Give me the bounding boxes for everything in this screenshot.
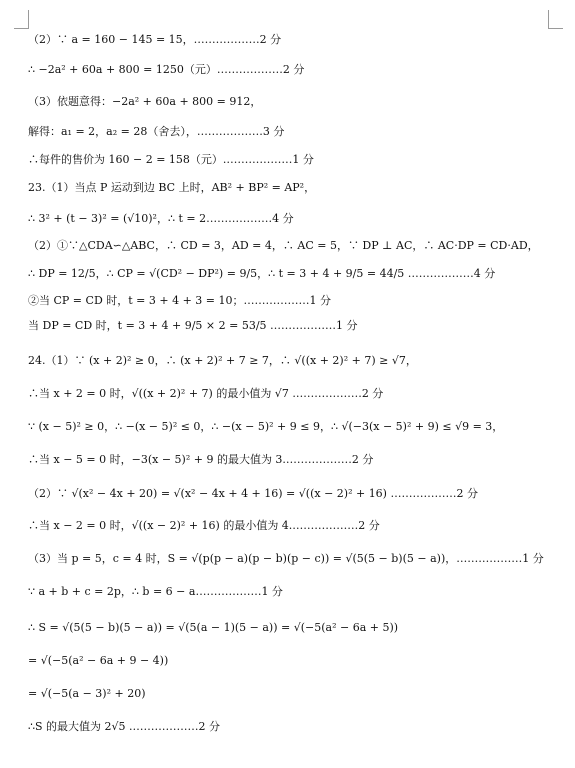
solution-line: ∴当 x − 2 = 0 时，√((x − 2)² + 16) 的最小值为 4.………………2 分	[28, 519, 380, 532]
solution-line: ∴当 x − 5 = 0 时，−3(x − 5)² + 9 的最大值为 3.………………2 分	[28, 453, 374, 466]
solution-line: = √(−5(a − 3)² + 20)	[28, 687, 146, 700]
page-corner-mark-left	[14, 10, 29, 29]
solution-line: 24.（1）∵ (x + 2)² ≥ 0，∴ (x + 2)² + 7 ≥ 7，∴ √((x + 2)² + 7) ≥ √7，	[28, 354, 417, 367]
solution-line: ∴ −2a² + 60a + 800 = 1250（元）………………2 分	[28, 63, 305, 76]
solution-line: （2）①∵△CDA∽△ABC，∴ CD = 3，AD = 4，∴ AC = 5，∵ DP ⊥ AC，∴ AC·DP = CD·AD，	[28, 239, 539, 252]
solution-line: ∵ a + b + c = 2p，∴ b = 6 − a………………1 分	[28, 585, 283, 598]
solution-line: （3）当 p = 5，c = 4 时，S = √(p(p − a)(p − b)(p − c)) = √(5(5 − b)(5 − a))，………………1 分	[28, 552, 544, 565]
solution-line: ∵ (x − 5)² ≥ 0，∴ −(x − 5)² ≤ 0，∴ −(x − 5)² + 9 ≤ 9，∴ √(−3(x − 5)² + 9) ≤ √9 = 3，	[28, 420, 504, 433]
solution-line: ∴S 的最大值为 2√5 .………………2 分	[28, 720, 221, 733]
solution-line: = √(−5(a² − 6a + 9 − 4))	[28, 654, 169, 667]
solution-line: 解得：a₁ = 2，a₂ = 28（舍去），………………3 分	[28, 125, 285, 138]
solution-line: （2）∵ √(x² − 4x + 20) = √(x² − 4x + 4 + 16) = √((x − 2)² + 16) ………………2 分	[28, 487, 478, 500]
solution-line: ②当 CP = CD 时，t = 3 + 4 + 3 = 10；………………1 分	[28, 294, 332, 307]
solution-line: 当 DP = CD 时，t = 3 + 4 + 9/5 × 2 = 53/5 ………………1 分	[28, 319, 358, 332]
solution-line: ∴ S = √(5(5 − b)(5 − a)) = √(5(a − 1)(5 − a)) = √(−5(a² − 6a + 5))	[28, 621, 399, 634]
solution-line: （3）依题意得：−2a² + 60a + 800 = 912，	[28, 95, 262, 108]
solution-line: 23.（1）当点 P 运动到边 BC 上时，AB² + BP² = AP²，	[28, 181, 316, 194]
solution-line: ∴每件的售价为 160 − 2 = 158（元）.………………1 分	[28, 153, 314, 166]
solution-line: （2）∵ a = 160 − 145 = 15，………………2 分	[28, 33, 282, 46]
solution-line: ∴ DP = 12/5，∴ CP = √(CD² − DP²) = 9/5，∴ t = 3 + 4 + 9/5 = 44/5 ………………4 分	[28, 267, 496, 280]
solution-line: ∴当 x + 2 = 0 时，√((x + 2)² + 7) 的最小值为 √7 .………………2 分	[28, 387, 384, 400]
solution-line: ∴ 3² + (t − 3)² = (√10)²，∴ t = 2………………4 分	[28, 212, 294, 225]
page-corner-mark-right	[548, 10, 563, 29]
